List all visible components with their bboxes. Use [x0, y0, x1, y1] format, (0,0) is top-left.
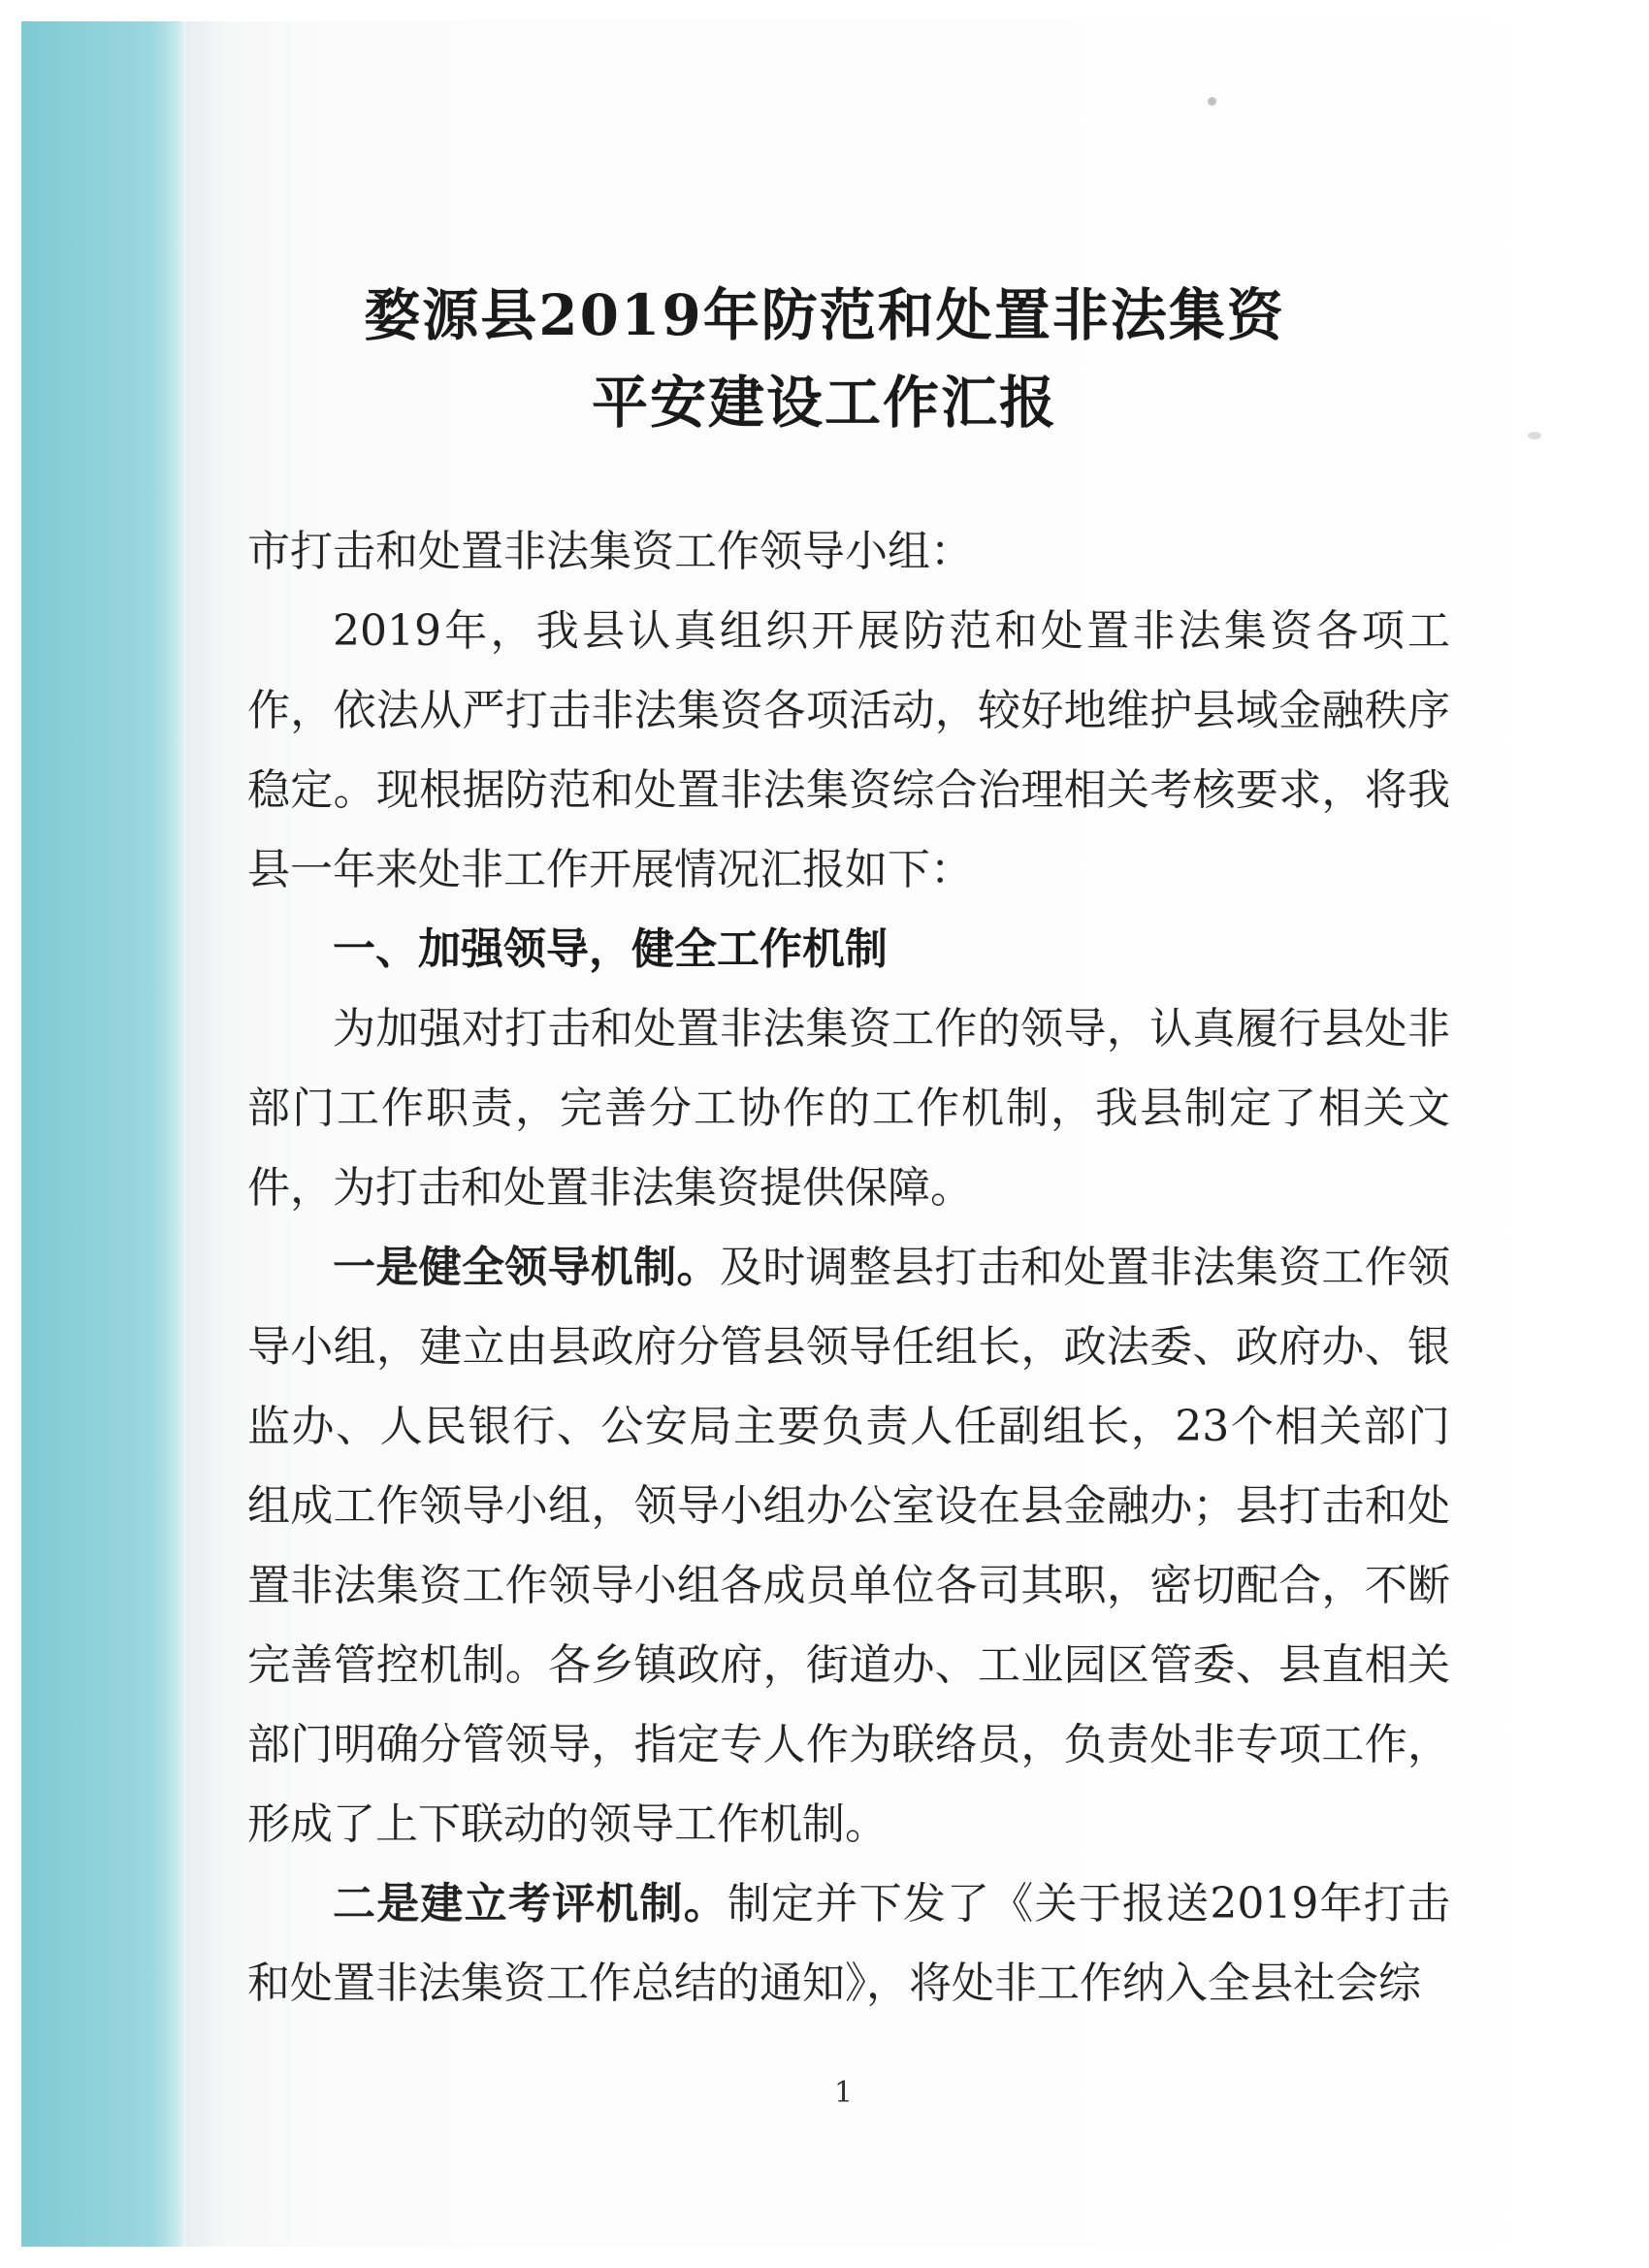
section1-heading: 一、加强领导，健全工作机制 [333, 924, 888, 974]
item2-lead: 二是建立考评机制。 [333, 1879, 728, 1928]
page-number: 1 [834, 2076, 854, 2110]
item1-body: 及时调整县打击和处置非法集资工作领导小组，建立由县政府分管县领导任组长，政法委、政府办、银监办、人民银行、公安局主要负责人任副组长，23个相关部门组成工作领导小组，领导小组办公室设在县金融办；县打击和处置非法集资工作领导小组各成员单位各司其职，密切配合，不断完善管控机制。各乡镇政府，街道办、工业园区管委、县直相关部门明确分管领导，指定专人作为联络员，负责处非专项工作，形成了上下联动的领导工作机制。 [247, 1243, 1451, 1849]
item2-body: 制定并下发了《关于报送2019年打击和处置非法集资工作总结的通知》，将处非工作纳入全县社会综 [247, 1879, 1450, 2008]
scan-speck [1208, 97, 1216, 106]
item2-paragraph [247, 1864, 1450, 2024]
scan-speck [1528, 432, 1541, 439]
section1-intro-paragraph: 为加强对打击和处置非法集资工作的领导，认真履行县处非部门工作职责，完善分工协作的工作机制，我县制定了相关文件，为打击和处置非法集资提供保障。 [247, 1004, 1450, 1213]
item1-paragraph [247, 1228, 1450, 1864]
salutation: 市打击和处置非法集资工作领导小组： [247, 527, 973, 576]
intro-paragraph: 2019年，我县认真组织开展防范和处置非法集资各项工作，依法从严打击非法集资各项活动，较好地维护县域金融秩序稳定。现根据防范和处置非法集资综合治理相关考核要求，将我县一年来处非工作开展情况汇报如下： [247, 606, 1450, 894]
document-title-line2: 平安建设工作汇报 [591, 370, 1057, 436]
item1-lead: 一是健全领导机制。 [333, 1243, 720, 1292]
document-title-line1: 婺源县2019年防范和处置非法集资 [364, 282, 1285, 348]
